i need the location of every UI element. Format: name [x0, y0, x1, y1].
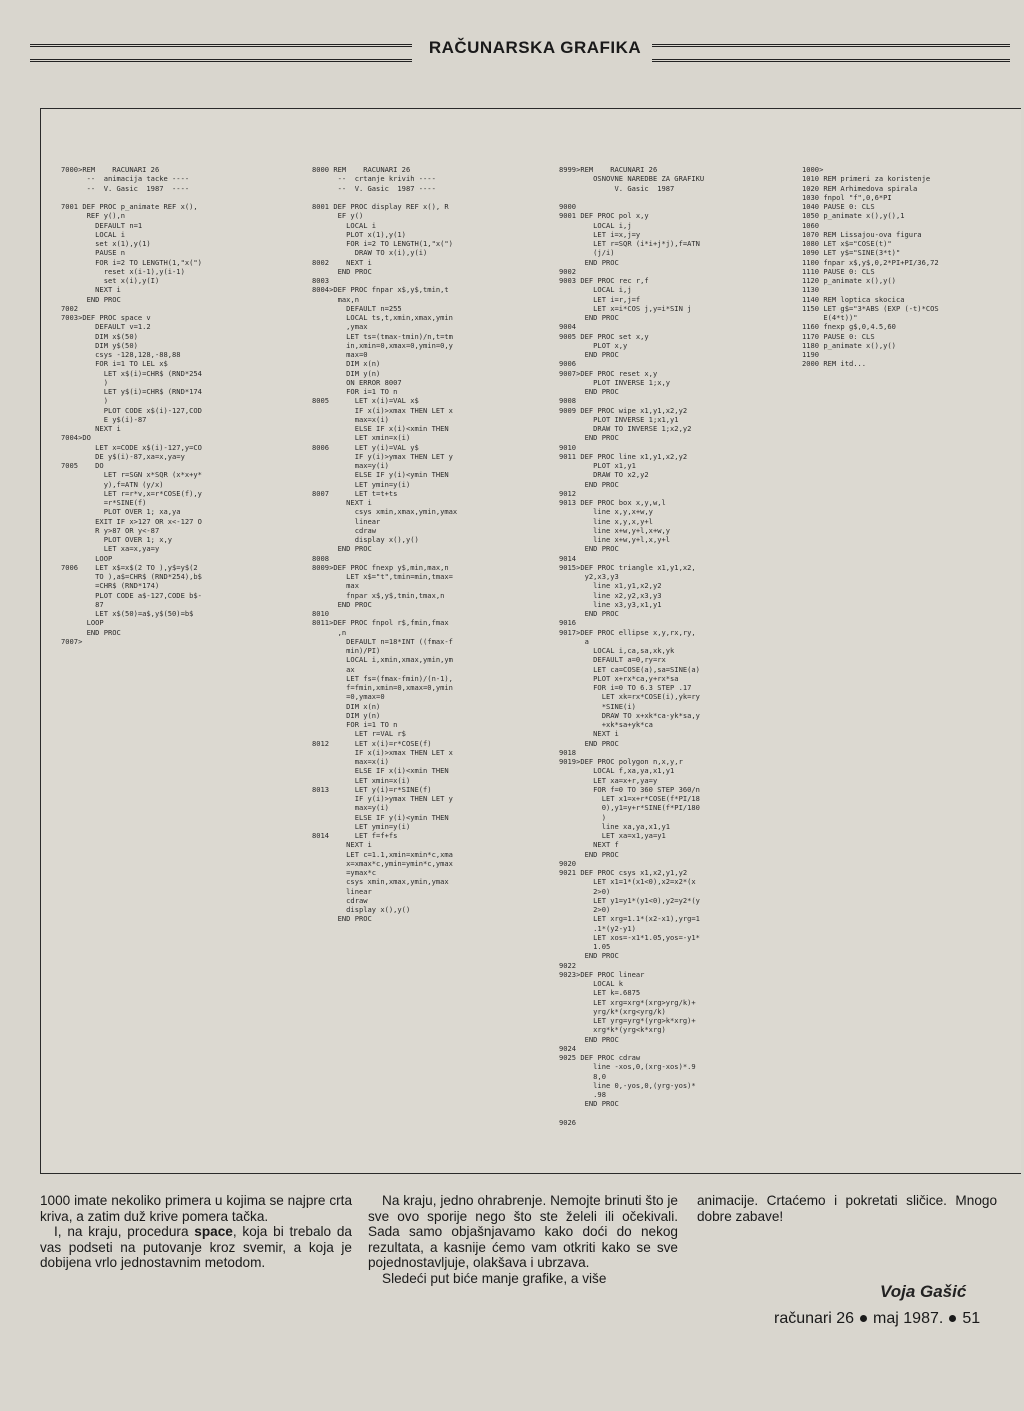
bullet-icon: [860, 1315, 867, 1322]
code-line: LET xa=x+r,ya=y: [559, 775, 658, 785]
code-line: DIM x$(50): [61, 331, 138, 341]
code-line: 8,0: [559, 1071, 606, 1081]
code-line: 7004>DO: [61, 433, 91, 443]
code-line: line x+w,y+l,x+w,y: [559, 525, 671, 535]
code-line: =ymax*c: [312, 868, 377, 877]
code-line: 7006 LET x$=x$(2 TO ),y$=y$(2: [61, 562, 198, 572]
code-line: IF y(i)>ymax THEN LET y: [312, 794, 453, 803]
code-line: LET r=r*v,x=r*COSE(f),y: [61, 488, 202, 498]
code-line: FOR i=0 TO 6.3 STEP .17: [559, 683, 692, 692]
code-line: 1180 p_animate x(),y(): [802, 340, 896, 350]
code-line: 9020: [559, 858, 577, 868]
code-line: (j/i): [559, 248, 615, 258]
code-line: TO ),a$=CHR$ (RND*254),b$: [61, 572, 202, 581]
code-line: DIM x(n): [312, 701, 381, 711]
code-line: xrg*k*(yrg<k*xrg): [559, 1025, 666, 1035]
code-line: END PROC: [559, 1099, 619, 1109]
code-line: LET ts=(tmax-tmin)/n,t=tm: [312, 331, 453, 341]
code-line: 7003>DEF PROC space v: [61, 313, 151, 322]
magazine-name: računari 26: [774, 1310, 855, 1327]
code-line: LOCAL i: [312, 220, 377, 230]
code-line: FOR f=0 TO 360 STEP 360/n: [559, 784, 700, 794]
code-line: 7001 DEF PROC p_animate REF x(),: [61, 202, 198, 211]
code-line: DIM y(n): [312, 710, 381, 720]
code-line: 9003 DEF PROC rec r,f: [559, 276, 649, 285]
code-line: 8009>DEF PROC fnexp y$,min,max,n: [312, 562, 449, 572]
code-line: DEFAULT a=0,ry=rx: [559, 655, 666, 665]
code-line: 1190: [802, 350, 820, 359]
code-line: 8007 LET t=t+ts: [312, 488, 398, 498]
code-line: 8001 DEF PROC display REF x(), R: [312, 202, 449, 211]
code-line: 8006 LET y(i)=VAL y$: [312, 442, 419, 452]
code-line: REF y(),n: [61, 211, 126, 221]
author-signature: Voja Gašić: [880, 1282, 967, 1301]
code-line: [559, 1109, 704, 1118]
code-line: ,n: [312, 627, 347, 637]
code-line: LOCAL i: [61, 229, 126, 239]
code-line: -- crtanje krivih ----: [312, 174, 436, 184]
code-line: 1000>: [802, 165, 824, 174]
code-line: LET ca=COSE(a),sa=SINE(a): [559, 664, 700, 674]
code-line: LET xa=x,ya=y: [61, 544, 160, 554]
code-line: line x3,y3,x1,y1: [559, 599, 662, 609]
code-line: PLOT x,y: [559, 340, 628, 350]
code-line: LET y1=y1*(y1<0),y2=y2*(y: [559, 895, 700, 905]
code-line: line x,y,x,y+l: [559, 516, 653, 526]
code-line: R y>87 OR y<-87: [61, 525, 160, 535]
code-line: PLOT CODE a$-127,CODE b$-: [61, 590, 202, 600]
code-line: LOCAL k: [559, 979, 624, 988]
article-column-2: [368, 1193, 678, 1286]
listing-column-2: [312, 165, 457, 924]
code-line: PLOT x+rx*ca,y+rx*sa: [559, 673, 679, 683]
code-line: 9001 DEF PROC pol x,y: [559, 211, 649, 221]
code-line: *SINE(i): [559, 701, 636, 711]
code-line: ELSE IF y(i)<ymin THEN: [312, 470, 449, 480]
code-line: 9005 DEF PROC set x,y: [559, 331, 649, 341]
code-line: ): [61, 396, 108, 406]
code-line: LOOP: [61, 553, 113, 563]
code-line: LOCAL i,j: [559, 220, 632, 230]
listing-column-1: [61, 165, 202, 646]
text-run: , koja bi trebalo da vas podseti na putovanje kroz svemir, a koja je dobijena vrlo jednostavnim metodom.: [40, 1224, 352, 1270]
code-line: LET x1=x+r*COSE(f*PI/18: [559, 794, 700, 803]
code-line: 9011 DEF PROC line x1,y1,x2,y2: [559, 451, 688, 461]
code-line: a: [559, 636, 589, 646]
paragraph: animacije. Crtaćemo i pokretati sličice. Mnogo dobre zabave!: [697, 1193, 997, 1224]
code-line: 9014: [559, 553, 577, 563]
code-line: PLOT OVER 1; x,y: [61, 535, 173, 544]
code-line: V. Gasic 1987: [559, 183, 675, 193]
code-line: LOCAL i,j: [559, 285, 632, 295]
code-line: display x(),y(): [312, 535, 419, 544]
code-line: LET fs=(fmax-fmin)/(n-1),: [312, 673, 453, 683]
code-line: 8999>REM RACUNARI 26: [559, 165, 658, 174]
code-line: max=y(i): [312, 461, 389, 470]
code-line: max=x(i): [312, 757, 389, 766]
code-line: 8011>DEF PROC fnpol r$,fmin,fmax: [312, 618, 449, 628]
code-line: line 0,-yos,0,(yrg-yos)*: [559, 1080, 696, 1090]
code-line: 87: [61, 599, 104, 609]
code-line: PAUSE n: [61, 248, 126, 258]
code-line: max: [312, 581, 359, 591]
code-line: LOCAL ts,t,xmin,xmax,ymin: [312, 313, 453, 322]
code-line: 1150 LET g$="3*ABS (EXP (-t)*COS: [802, 303, 939, 313]
code-line: 1070 REM Lissajou-ova figura: [802, 229, 922, 239]
code-line: DE y$(i)-87,xa=x,ya=y: [61, 451, 185, 461]
code-line: 1120 p_animate x(),y(): [802, 276, 896, 285]
code-line: END PROC: [312, 914, 372, 924]
code-line: 2>0): [559, 886, 611, 896]
code-line: NEXT f: [559, 840, 619, 850]
code-line: 1080 LET x$="COSE(t)": [802, 239, 892, 248]
code-line: END PROC: [559, 849, 619, 859]
code-line: FOR i=1 TO n: [312, 720, 398, 729]
code-line: 8003: [312, 276, 330, 285]
code-line: +xk*sa+yk*ca: [559, 720, 653, 729]
code-line: 1100 fnpar x$,y$,0,2*PI+PI/36,72: [802, 257, 939, 267]
code-line: 9023>DEF PROC linear: [559, 969, 645, 979]
code-line: 9026: [559, 1117, 577, 1127]
code-line: y),f=ATN (y/x): [61, 479, 164, 489]
code-line: LET c=1.1,xmin=xmin*c,xma: [312, 849, 453, 859]
code-line: 1130: [802, 285, 820, 295]
code-line: END PROC: [559, 313, 619, 322]
code-line: -- V. Gasic 1987 ----: [312, 183, 436, 193]
code-line: 9004: [559, 322, 577, 332]
code-line: x=xmax*c,ymin=ymin*c,ymax: [312, 858, 453, 868]
code-line: END PROC: [559, 479, 619, 489]
code-line: IF y(i)>ymax THEN LET y: [312, 451, 453, 461]
code-line: 9012: [559, 488, 577, 498]
code-line: NEXT i: [61, 285, 121, 295]
code-line: 9015>DEF PROC triangle x1,y1,x2,: [559, 562, 696, 572]
keyword-space: space: [194, 1224, 233, 1239]
code-line: 2>0): [559, 905, 611, 914]
code-line: max,n: [312, 294, 359, 304]
code-line: 8005 LET x(i)=VAL x$: [312, 396, 419, 406]
code-line: DIM y$(50): [61, 340, 138, 350]
code-line: 8002 NEXT i: [312, 257, 372, 267]
code-line: PLOT x1,y1: [559, 461, 636, 470]
code-line: 9021 DEF PROC csys x1,x2,y1,y2: [559, 868, 688, 877]
code-line: cdraw: [312, 895, 368, 905]
code-line: END PROC: [559, 951, 619, 961]
code-line: reset x(i-1),y(i-1): [61, 266, 185, 276]
code-line: 1140 REM loptica skocica: [802, 294, 905, 304]
code-line: [61, 193, 202, 202]
code-line: END PROC: [312, 599, 372, 609]
code-line: 9013 DEF PROC box x,y,w,l: [559, 498, 666, 507]
code-line: LET xk=rx*COSE(i),yk=ry: [559, 692, 700, 702]
code-line: OSNOVNE NAREDBE ZA GRAFIKU: [559, 174, 705, 184]
code-line: 9008: [559, 396, 577, 406]
code-line: 9018: [559, 747, 577, 757]
code-line: NEXT i: [559, 729, 619, 739]
code-line: END PROC: [312, 266, 372, 276]
section-title: RAČUNARSKA GRAFIKA: [428, 38, 642, 57]
code-line: 0),y1=y+r*SINE(f*PI/180: [559, 803, 700, 813]
code-line: -- animacija tacke ----: [61, 174, 190, 184]
code-line: LET i=x,j=y: [559, 229, 641, 239]
code-line: LET xrg=xrg*(xrg>yrg/k)+: [559, 997, 696, 1007]
code-line: E(4*t))": [802, 313, 858, 322]
code-line: LET y$(i)=CHR$ (RND*174: [61, 387, 202, 396]
code-line: END PROC: [559, 1034, 619, 1044]
code-line: LOCAL i,xmin,xmax,ymin,ym: [312, 655, 453, 665]
code-line: linear: [312, 886, 372, 896]
code-line: FOR i=2 TO LENGTH(1,"x("): [61, 257, 202, 267]
paragraph: Na kraju, jedno ohrabrenje. Nemojte brinuti što je sve ovo sporije nego što ste želeli ili očekivali. Sada samo objašnjavamo kako doći do nekog rezultata, a kasnije ćemo vam otkriti kako se sve pojednostavljuje, olakšava i ubrzava.: [368, 1193, 678, 1270]
code-line: set x(1),y(1): [61, 239, 151, 248]
code-line: [312, 193, 457, 202]
code-line: IF x(i)>xmax THEN LET x: [312, 405, 453, 415]
code-line: DEFAULT n=1: [61, 220, 143, 230]
code-line: END PROC: [559, 257, 619, 267]
code-line: 1090 LET y$="SINE(3*t)": [802, 248, 901, 258]
code-line: IF x(i)>xmax THEN LET x: [312, 747, 453, 757]
code-line: ELSE IF y(i)<ymin THEN: [312, 812, 449, 822]
code-line: ON ERROR 8007: [312, 377, 402, 387]
code-line: LET x1=1*(x1<0),x2=x2*(x: [559, 877, 696, 887]
code-line: LET k=.6875: [559, 988, 641, 998]
code-line: LET r=VAL r$: [312, 729, 406, 739]
code-line: line x2,y2,x3,y3: [559, 590, 662, 600]
code-line: 8013 LET y(i)=r*SINE(f): [312, 784, 432, 794]
code-line: ): [61, 377, 108, 387]
code-line: LET x=i*COS j,y=i*SIN j: [559, 303, 692, 313]
code-line: LET x$(50)=a$,y$(50)=b$: [61, 609, 194, 618]
code-line: 9022: [559, 960, 577, 970]
code-line: LET xa=x1,ya=y1: [559, 831, 666, 840]
code-line: PLOT x(1),y(1): [312, 229, 406, 239]
code-line: FOR i=1 TO n: [312, 387, 398, 396]
code-line: DRAW TO INVERSE 1;x2,y2: [559, 424, 692, 433]
code-line: ELSE IF x(i)<xmin THEN: [312, 424, 449, 433]
code-line: display x(),y(): [312, 905, 411, 914]
code-line: LET x$="t",tmin=min,tmax=: [312, 572, 453, 581]
code-line: 9006: [559, 359, 577, 369]
code-line: linear: [312, 516, 381, 526]
code-line: PLOT INVERSE 1;x,y: [559, 377, 671, 387]
code-line: line x1,y1,x2,y2: [559, 581, 662, 591]
code-line: END PROC: [559, 350, 619, 359]
page-footer: [774, 1310, 980, 1328]
code-line: DEFAULT n=255: [312, 303, 402, 313]
code-line: PLOT CODE x$(i)-127,COD: [61, 405, 202, 415]
issue-date: maj 1987.: [873, 1310, 944, 1327]
listing-column-4: [802, 165, 939, 369]
code-line: csys -128,128,-88,88: [61, 350, 181, 359]
code-line: -- V. Gasic 1987 ----: [61, 183, 190, 193]
code-line: max=x(i): [312, 414, 389, 424]
code-line: 1.05: [559, 942, 611, 951]
code-line: ELSE IF x(i)<xmin THEN: [312, 766, 449, 776]
code-line: EF y(): [312, 211, 364, 221]
code-line: ): [559, 812, 606, 822]
code-line: 1040 PAUSE 0: CLS: [802, 202, 875, 211]
code-line: LOOP: [61, 618, 104, 628]
article-column-3: [697, 1193, 997, 1224]
code-line: .98: [559, 1090, 606, 1099]
code-line: 8010: [312, 609, 330, 618]
page-number: 51: [962, 1310, 981, 1327]
code-line: yrg/k*(xrg<yrg/k): [559, 1006, 666, 1016]
code-line: 7000>REM RACUNARI 26: [61, 165, 160, 174]
code-line: 2000 REM itd...: [802, 359, 867, 369]
code-line: csys xmin,xmax,ymin,ymax: [312, 507, 458, 517]
code-line: in,xmin=0,xmax=0,ymin=0,y: [312, 340, 453, 350]
code-line: LET xrg=1.1*(x2-x1),yrg=1: [559, 914, 700, 924]
code-line: LOCAL f,xa,ya,x1,y1: [559, 766, 675, 776]
code-line: 8012 LET x(i)=r*COSE(f): [312, 738, 432, 748]
bullet-icon: [949, 1315, 956, 1322]
section-header: [30, 36, 1010, 64]
code-line: 1030 fnpol "f",0,6*PI: [802, 192, 892, 202]
code-line: line x+w,y+l,x,y+l: [559, 535, 671, 544]
code-line: LET yrg=yrg*(yrg>k*xrg)+: [559, 1016, 696, 1025]
code-line: E y$(i)-87: [61, 414, 147, 424]
code-line: max=0: [312, 350, 368, 359]
code-line: EXIT IF x>127 OR x<-127 O: [61, 516, 202, 526]
code-line: END PROC: [559, 738, 619, 748]
code-line: 9017>DEF PROC ellipse x,y,rx,ry,: [559, 627, 696, 637]
code-line: PLOT OVER 1; xa,ya: [61, 507, 181, 517]
code-line: 1170 PAUSE 0: CLS: [802, 331, 875, 341]
code-line: FOR i=1 TO LEL x$: [61, 359, 168, 369]
code-line: 9019>DEF PROC polygon n,x,y,r: [559, 757, 683, 766]
program-listing-box: [40, 108, 1021, 1174]
code-line: 1010 REM primeri za koristenje: [802, 174, 931, 184]
code-line: DEFAULT v=1.2: [61, 322, 151, 332]
paragraph: 1000 imate nekoliko primera u kojima se najpre crta kriva, a zatim duž krive pomera tačka.: [40, 1193, 352, 1224]
code-line: LET r=SQR (i*i+j*j),f=ATN: [559, 239, 700, 248]
code-line: line x,y,x+w,y: [559, 507, 653, 517]
code-line: NEXT i: [61, 424, 121, 433]
code-line: LET x$(i)=CHR$ (RND*254: [61, 368, 202, 378]
code-line: LET ymin=y(i): [312, 479, 411, 489]
code-line: 8000 REM RACUNARI 26: [312, 165, 411, 174]
code-line: 9024: [559, 1043, 577, 1053]
text-run: I, na kraju, procedura: [54, 1224, 195, 1239]
code-line: [559, 193, 704, 202]
code-line: fnpar x$,y$,tmin,tmax,n: [312, 590, 445, 600]
header-rule-right: [652, 44, 1010, 62]
code-line: cdraw: [312, 525, 377, 535]
code-line: 7005 DO: [61, 461, 104, 470]
article-column-1: [40, 1193, 352, 1271]
code-line: =0,ymax=0: [312, 692, 385, 702]
code-line: line xa,ya,x1,y1: [559, 821, 671, 831]
code-line: 7002: [61, 303, 79, 313]
code-line: 1110 PAUSE 0: CLS: [802, 266, 875, 276]
code-line: DIM x(n): [312, 359, 381, 369]
code-line: DRAW TO x(i),y(i): [312, 248, 428, 258]
code-line: LET i=r,j=f: [559, 294, 641, 304]
code-line: END PROC: [559, 433, 619, 443]
code-line: 1060: [802, 220, 820, 230]
paragraph: [40, 1224, 352, 1271]
code-line: 9009 DEF PROC wipe x1,y1,x2,y2: [559, 405, 688, 415]
code-line: 9025 DEF PROC cdraw: [559, 1053, 641, 1062]
code-line: END PROC: [559, 544, 619, 554]
code-line: 9002: [559, 266, 577, 276]
code-line: line -xos,0,(xrg-xos)*.9: [559, 1062, 696, 1072]
code-line: FOR i=2 TO LENGTH(1,"x("): [312, 239, 453, 248]
code-line: ,ymax: [312, 322, 368, 332]
code-line: =CHR$ (RND*174): [61, 581, 160, 591]
code-line: DRAW TO x2,y2: [559, 470, 649, 480]
code-line: DEFAULT n=18*INT ((fmax-f: [312, 636, 453, 646]
code-line: 8014 LET f=f+fs: [312, 831, 398, 840]
code-line: LOCAL i,ca,sa,xk,yk: [559, 646, 675, 655]
code-line: NEXT i: [312, 498, 372, 507]
code-line: 9007>DEF PROC reset x,y: [559, 368, 658, 378]
code-line: END PROC: [559, 609, 619, 618]
code-line: DIM y(n): [312, 368, 381, 378]
code-line: LET r=SGN x*SQR (x*x+y*: [61, 470, 202, 480]
code-line: ax: [312, 664, 355, 674]
code-line: NEXT i: [312, 840, 372, 850]
code-line: 9000: [559, 202, 577, 211]
code-line: 1020 REM Arhimedova spirala: [802, 183, 918, 193]
code-line: 1160 fnexp g$,0,4.5,60: [802, 322, 896, 332]
code-line: LET ymin=y(i): [312, 821, 411, 831]
code-line: END PROC: [559, 387, 619, 396]
code-line: PLOT INVERSE 1;x1,y1: [559, 414, 679, 424]
code-line: 8004>DEF PROC fnpar x$,y$,tmin,t: [312, 285, 449, 295]
code-line: 9016: [559, 618, 577, 628]
code-line: DRAW TO x+xk*ca-yk*sa,y: [559, 710, 700, 720]
code-line: max=y(i): [312, 803, 389, 813]
code-line: END PROC: [61, 627, 121, 637]
code-line: LET xmin=x(i): [312, 775, 411, 785]
code-line: 9010: [559, 442, 577, 452]
paragraph: Sledeći put biće manje grafike, a više: [382, 1270, 607, 1286]
code-line: min)/PI): [312, 646, 381, 655]
code-line: set x(i),y(I): [61, 276, 160, 285]
code-line: .1*(y2-y1): [559, 923, 636, 933]
code-line: LET x=CODE x$(i)-127,y=CO: [61, 442, 202, 452]
header-rule-left: [30, 44, 412, 62]
code-line: LET xos=-x1*1.05,yos=-y1*: [559, 932, 700, 942]
code-line: LET xmin=x(i): [312, 433, 411, 443]
code-line: y2,x3,y3: [559, 572, 619, 581]
code-line: =r*SINE(f): [61, 498, 147, 507]
code-line: 1050 p_animate x(),y(),1: [802, 211, 905, 221]
code-line: 7007>: [61, 636, 83, 646]
code-line: csys xmin,xmax,ymin,ymax: [312, 877, 449, 887]
code-line: f=fmin,xmin=0,xmax=0,ymin: [312, 683, 453, 692]
code-line: END PROC: [312, 544, 372, 554]
code-line: 8008: [312, 553, 330, 563]
listing-column-3: [559, 165, 704, 1127]
code-line: END PROC: [61, 294, 121, 304]
